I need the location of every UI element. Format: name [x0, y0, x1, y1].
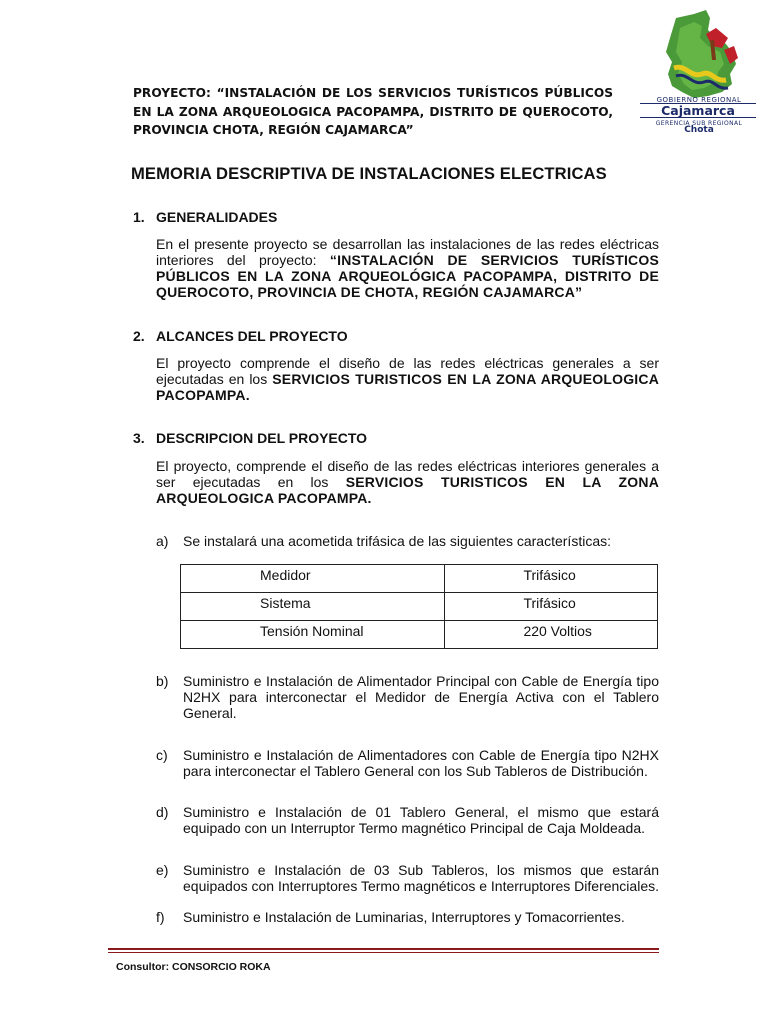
list-item-text: Suministro e Instalación de Alimentadores con Cable de Energía tipo N2HX para interconectar el Tablero General con los Sub Tableros de Distribución. — [183, 747, 659, 779]
document-title: MEMORIA DESCRIPTIVA DE INSTALACIONES ELECTRICAS — [131, 164, 607, 183]
section-paragraph-descripcion — [156, 458, 659, 506]
section-heading-generalidades — [133, 209, 277, 225]
table-row — [181, 621, 658, 649]
table-cell: Sistema — [181, 593, 445, 621]
section-heading-text: GENERALIDADES — [156, 209, 278, 225]
paragraph-text: El proyecto comprende el diseño de las redes eléctricas generales a ser ejecutadas en los — [156, 355, 659, 387]
acometida-spec-table — [180, 564, 658, 649]
list-item-label: f) — [156, 909, 165, 925]
table-cell: Trifásico — [445, 565, 658, 593]
list-item-text: Suministro e Instalación de 01 Tablero General, el mismo que estará equipado con un Interruptor Termo magnético Principal de Caja Moldeada. — [183, 804, 659, 836]
list-item-text: Suministro e Instalación de Luminarias, Interruptores y Tomacorrientes. — [183, 909, 625, 925]
logo-text-cajamarca: Cajamarca — [640, 103, 756, 118]
list-item-a — [156, 533, 659, 549]
list-item-label: d) — [156, 804, 169, 820]
list-item-c — [156, 747, 659, 779]
logo-text-gerencia: GERENCIA SUB REGIONAL — [655, 120, 743, 127]
section-heading-text: ALCANCES DEL PROYECTO — [156, 328, 348, 344]
paragraph-bold-text: SERVICIOS TURISTICOS EN LA ZONA ARQUEOLOGICA PACOPAMPA. — [156, 371, 660, 403]
list-item-b — [156, 673, 659, 721]
section-number: 2. — [133, 328, 145, 344]
list-item-label: e) — [156, 862, 169, 878]
paragraph-text: En el presente proyecto se desarrollan las instalaciones de las redes eléctricas interiores del proyecto: — [156, 236, 659, 268]
paragraph-bold-text: “INSTALACIÓN DE SERVICIOS TURÍSTICOS PÚBLICOS EN LA ZONA ARQUEOLÓGICA PACOPAMPA, DISTRITO DE QUEROCOTO, PROVINCIA DE CHOTA, REGIÓN CAJAMARCA” — [156, 252, 659, 300]
list-item-label: c) — [156, 747, 168, 763]
list-item-f — [156, 909, 659, 925]
paragraph-text: El proyecto, comprende el diseño de las redes eléctricas interiores generales a ser ejecutadas en los — [156, 458, 659, 490]
footer-divider — [108, 948, 659, 950]
section-heading-descripcion — [133, 430, 367, 446]
logo-text-gobierno: GOBIERNO REGIONAL — [656, 96, 742, 104]
table-row — [181, 593, 658, 621]
table-cell: Trifásico — [445, 593, 658, 621]
list-item-e — [156, 862, 659, 894]
footer-consultor: Consultor: CONSORCIO ROKA — [116, 961, 271, 973]
section-paragraph-alcances — [156, 355, 659, 403]
section-number: 1. — [133, 209, 145, 225]
paragraph-bold-text: SERVICIOS TURISTICOS EN LA ZONA ARQUEOLOGICA PACOPAMPA. — [156, 474, 660, 506]
table-cell: Medidor — [181, 565, 445, 593]
table-cell: Tensión Nominal — [181, 621, 445, 649]
list-item-label: b) — [156, 673, 169, 689]
table-row — [181, 565, 658, 593]
list-item-text: Suministro e Instalación de 03 Sub Tableros, los mismos que estarán equipados con Interruptores Termo magnéticos e Interruptores Diferenciales. — [183, 862, 659, 894]
table-cell: 220 Voltios — [445, 621, 658, 649]
section-heading-text: DESCRIPCION DEL PROYECTO — [156, 430, 368, 446]
section-number: 3. — [133, 430, 145, 446]
list-item-text: Suministro e Instalación de Alimentador Principal con Cable de Energía tipo N2HX para interconectar el Medidor de Energía Activa con el Tablero General. — [183, 673, 659, 721]
section-paragraph-generalidades — [156, 236, 659, 300]
list-item-text: Se instalará una acometida trifásica de las siguientes características: — [183, 533, 611, 549]
logo-text-chota: Chota — [684, 125, 714, 135]
list-item-d — [156, 804, 659, 836]
gobierno-regional-cajamarca-logo — [636, 8, 760, 136]
section-heading-alcances — [133, 328, 348, 344]
project-header-title: PROYECTO: “INSTALACIÓN DE LOS SERVICIOS TURÍSTICOS PÚBLICOS EN LA ZONA ARQUEOLOGICA PACOPAMPA, DISTRITO DE QUEROCOTO, PROVINCIA CHOTA, REGIÓN CAJAMARCA” — [133, 86, 613, 137]
footer-divider-thin — [108, 952, 659, 953]
list-item-label: a) — [156, 533, 169, 549]
